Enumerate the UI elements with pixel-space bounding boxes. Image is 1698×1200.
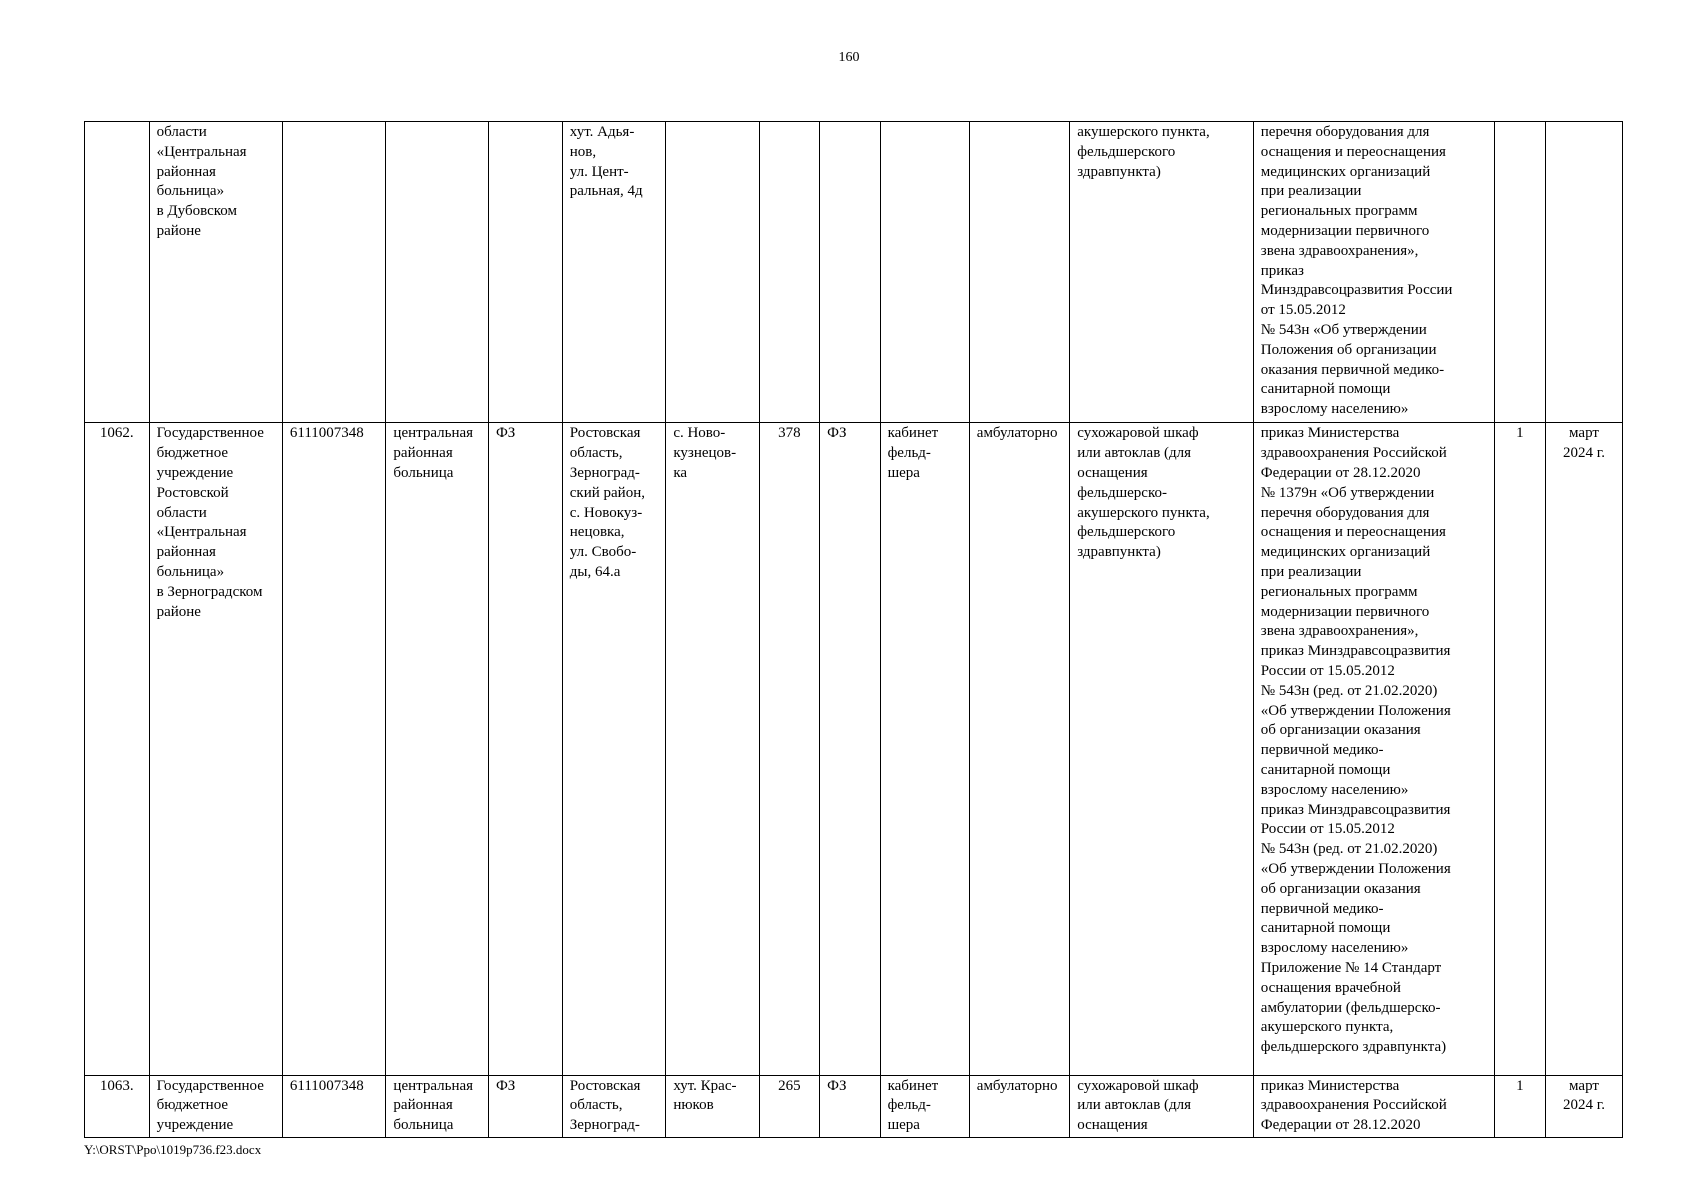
cell-quantity — [1494, 122, 1545, 423]
cell-equipment: сухожаровой шкаф или автоклав (для оснащения — [1070, 1075, 1254, 1137]
cell-settlement: с. Ново- кузнецов- ка — [666, 423, 759, 1075]
cell-legal-basis: приказ Министерства здравоохранения Российской Федерации от 28.12.2020 № 1379н «Об утверждении перечня оборудования для оснащения и переоснащения медицинских организаций при реализации региональных программ модернизации первичного звена здравоохранения», приказ Минздравсоцразвития России от 15.05.2012 № 543н (ред. от 21.02.2020) «Об утверждении Положения об организации оказания первичной медико- санитарной помощи взрослому населению» приказ Минздравсоцразвития России от 15.05.2012 № 543н (ред. от 21.02.2020) «Об утверждении Положения об организации оказания первичной медико- санитарной помощи взрослому населению» Приложение № 14 Стандарт оснащения врачебной амбулатории (фельдшерско- акушерского пункта, фельдшерского здравпункта) — [1253, 423, 1494, 1075]
cell-care-type — [969, 122, 1069, 423]
table-row — [85, 423, 1623, 1075]
cell-date — [1546, 122, 1623, 423]
cell-room — [880, 122, 969, 423]
table-row — [85, 1075, 1623, 1137]
cell-room: кабинет фельд- шера — [880, 423, 969, 1075]
table-row — [85, 122, 1623, 423]
cell-legal-basis: приказ Министерства здравоохранения Российской Федерации от 28.12.2020 — [1253, 1075, 1494, 1137]
cell-kind — [488, 122, 562, 423]
cell-room: кабинет фельд- шера — [880, 1075, 969, 1137]
cell-date: март 2024 г. — [1546, 423, 1623, 1075]
cell-unit: ФЗ — [820, 423, 880, 1075]
cell-care-type: амбулаторно — [969, 1075, 1069, 1137]
cell-settlement — [666, 122, 759, 423]
cell-population: 378 — [759, 423, 819, 1075]
cell-unit: ФЗ — [820, 1075, 880, 1137]
cell-organization: области «Центральная районная больница» в Дубовском районе — [149, 122, 282, 423]
cell-legal-basis: перечня оборудования для оснащения и переоснащения медицинских организаций при реализации региональных программ модернизации первичного звена здравоохранения», приказ Минздравсоцразвития России от 15.05.2012 № 543н «Об утверждении Положения об организации оказания первичной медико- санитарной помощи взрослому населению» — [1253, 122, 1494, 423]
footer-file-path: Y:\ORST\Ppo\1019p736.f23.docx — [84, 1142, 262, 1157]
cell-equipment: акушерского пункта, фельдшерского здравпункта) — [1070, 122, 1254, 423]
cell-address: Ростовская область, Зерноград- — [562, 1075, 666, 1137]
cell-date: март 2024 г. — [1546, 1075, 1623, 1137]
cell-population: 265 — [759, 1075, 819, 1137]
cell-settlement: хут. Крас- нюков — [666, 1075, 759, 1137]
page-number: 160 — [838, 50, 860, 65]
cell-number — [85, 122, 150, 423]
cell-inn: 6111007348 — [282, 1075, 386, 1137]
cell-equipment: сухожаровой шкаф или автоклав (для оснащения фельдшерско- акушерского пункта, фельдшерского здравпункта) — [1070, 423, 1254, 1075]
equipment-table — [84, 121, 1623, 1138]
cell-organization: Государственное бюджетное учреждение — [149, 1075, 282, 1137]
cell-category: центральная районная больница — [386, 1075, 489, 1137]
cell-unit — [820, 122, 880, 423]
cell-category — [386, 122, 489, 423]
cell-inn — [282, 122, 386, 423]
cell-number: 1063. — [85, 1075, 150, 1137]
cell-population — [759, 122, 819, 423]
cell-address: хут. Адья- нов, ул. Цент- ральная, 4д — [562, 122, 666, 423]
cell-category: центральная районная больница — [386, 423, 489, 1075]
cell-kind: ФЗ — [488, 423, 562, 1075]
cell-quantity: 1 — [1494, 423, 1545, 1075]
cell-kind: ФЗ — [488, 1075, 562, 1137]
cell-quantity: 1 — [1494, 1075, 1545, 1137]
cell-address: Ростовская область, Зерноград- ский район, с. Новокуз- нецовка, ул. Свобо- ды, 64.а — [562, 423, 666, 1075]
cell-inn: 6111007348 — [282, 423, 386, 1075]
cell-organization: Государственное бюджетное учреждение Ростовской области «Центральная районная больница» в Зерноградском районе — [149, 423, 282, 1075]
cell-number: 1062. — [85, 423, 150, 1075]
cell-care-type: амбулаторно — [969, 423, 1069, 1075]
